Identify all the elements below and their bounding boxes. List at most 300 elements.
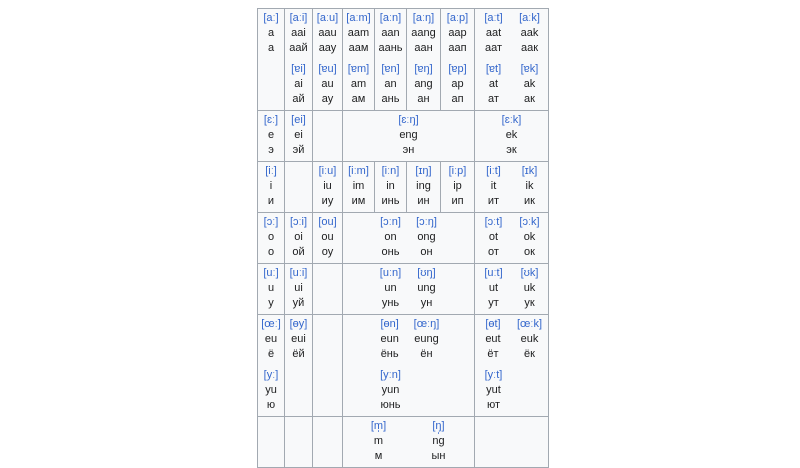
cyrillic-transcription: аак — [520, 42, 539, 54]
cyrillic-transcription: ёк — [524, 348, 535, 360]
final-band — [476, 113, 547, 158]
final-cell — [258, 111, 285, 162]
final-band — [286, 11, 311, 56]
romanization: im — [352, 180, 365, 192]
romanization: i — [269, 180, 273, 192]
ipa-link[interactable]: [ɔːt] — [484, 216, 503, 228]
final-group — [517, 317, 542, 362]
final-cell — [285, 315, 313, 417]
romanization: ei — [294, 129, 303, 141]
romanization: uk — [523, 282, 536, 294]
cyrillic-transcription: аан — [414, 42, 433, 54]
romanization: in — [386, 180, 395, 192]
table-row — [258, 213, 549, 264]
final-cell — [343, 162, 375, 213]
ipa-link[interactable]: [ɐi] — [291, 63, 306, 75]
romanization: o — [267, 231, 275, 243]
final-group — [287, 266, 311, 311]
cyrillic-transcription: ан — [417, 93, 430, 105]
final-band — [344, 113, 473, 158]
ipa-link[interactable]: [ʊŋ] — [417, 267, 436, 279]
final-group — [346, 11, 370, 56]
romanization: ong — [417, 231, 436, 243]
final-band — [476, 62, 547, 107]
romanization: ut — [488, 282, 499, 294]
ipa-link[interactable]: [ei] — [291, 114, 306, 126]
romanization: aang — [411, 27, 436, 39]
final-group — [518, 164, 542, 209]
final-band — [442, 11, 473, 56]
romanization: ui — [294, 282, 303, 294]
final-band — [344, 62, 373, 107]
cyrillic-transcription: ак — [524, 93, 535, 105]
ipa-link[interactable]: [aːt] — [484, 12, 503, 24]
romanization: ak — [523, 78, 536, 90]
cyrillic-transcription: ап — [451, 93, 464, 105]
final-cell — [313, 417, 343, 468]
table-row — [258, 264, 549, 315]
final-cell — [375, 162, 407, 213]
final-group — [287, 113, 311, 158]
romanization: aap — [448, 27, 467, 39]
final-group — [378, 11, 402, 56]
final-band — [286, 113, 311, 158]
ipa-link[interactable]: [aːi] — [289, 12, 308, 24]
cyrillic-transcription: ё — [267, 348, 275, 360]
final-band — [408, 164, 439, 209]
final-cell — [407, 9, 441, 111]
final-band — [259, 11, 283, 56]
romanization: a — [267, 27, 275, 39]
final-group — [446, 62, 470, 107]
final-group — [415, 215, 439, 260]
cyrillic-transcription: от — [488, 246, 499, 258]
cyrillic-transcription: аань — [378, 42, 403, 54]
cyrillic-transcription: аат — [484, 42, 503, 54]
final-band — [476, 164, 547, 209]
cyrillic-transcription: юнь — [380, 399, 401, 411]
final-band — [344, 419, 473, 464]
cyrillic-transcription: аап — [448, 42, 467, 54]
final-cell — [441, 162, 475, 213]
cyrillic-transcription: эк — [506, 144, 517, 156]
final-group — [414, 317, 440, 362]
romanization: an — [384, 78, 397, 90]
final-band — [476, 11, 547, 56]
table-row — [258, 162, 549, 213]
final-group — [397, 113, 421, 158]
cyrillic-transcription: ёй — [292, 348, 305, 360]
romanization: aai — [291, 27, 306, 39]
ipa-link[interactable]: [aːn] — [379, 12, 402, 24]
cyrillic-transcription: ун — [420, 297, 433, 309]
ipa-link[interactable]: [yːt] — [484, 369, 503, 381]
cyrillic-transcription: им — [351, 195, 366, 207]
final-band — [476, 317, 547, 362]
final-cell — [475, 315, 549, 417]
final-cell — [475, 417, 549, 468]
ipa-link[interactable]: [ɔː] — [263, 216, 279, 228]
ipa-link[interactable]: [ɐu] — [318, 63, 337, 75]
final-group — [287, 215, 311, 260]
cyrillic-transcription: он — [420, 246, 433, 258]
final-group — [347, 62, 371, 107]
table-row — [258, 111, 549, 162]
final-group — [412, 164, 436, 209]
final-band — [442, 164, 473, 209]
final-group — [482, 215, 506, 260]
romanization: ou — [321, 231, 334, 243]
final-group — [379, 164, 403, 209]
final-band — [286, 62, 311, 107]
final-cell — [313, 315, 343, 417]
final-group — [482, 164, 506, 209]
romanization: ing — [416, 180, 431, 192]
final-band — [314, 62, 341, 107]
final-band — [259, 317, 283, 362]
final-group — [446, 164, 470, 209]
romanization: aau — [318, 27, 337, 39]
cyrillic-transcription: ин — [417, 195, 430, 207]
ipa-link[interactable]: [aːp] — [446, 12, 469, 24]
romanization: at — [488, 78, 499, 90]
cyrillic-transcription: инь — [381, 195, 400, 207]
cyrillic-transcription: ёнь — [380, 348, 399, 360]
cyrillic-transcription: эй — [292, 144, 305, 156]
final-group — [259, 317, 283, 362]
final-cell — [313, 264, 343, 315]
spacer — [415, 368, 439, 369]
romanization: yu — [265, 384, 277, 396]
romanization: au — [321, 78, 334, 90]
finals-table-body — [258, 9, 549, 468]
final-cell — [285, 417, 313, 468]
ipa-link[interactable]: [œːŋ] — [413, 318, 440, 330]
romanization: eui — [291, 333, 306, 345]
ipa-link[interactable]: [uːi] — [289, 267, 308, 279]
cyrillic-transcription: иу — [321, 195, 334, 207]
romanization: am — [350, 78, 367, 90]
ipa-link[interactable]: [iː] — [265, 165, 277, 177]
ipa-link[interactable]: [ʊk] — [520, 267, 539, 279]
cyrillic-transcription: ю — [266, 399, 276, 411]
romanization: eu — [264, 333, 278, 345]
table-row — [258, 9, 549, 111]
final-group — [518, 215, 542, 260]
final-band — [476, 215, 547, 260]
ipa-link[interactable]: [ɪk] — [521, 165, 538, 177]
final-band — [344, 164, 373, 209]
cyrillic-transcription: и — [267, 195, 275, 207]
romanization: ai — [294, 78, 303, 90]
final-band — [286, 266, 311, 311]
final-group — [259, 11, 283, 56]
final-band — [476, 368, 547, 413]
final-group — [316, 62, 340, 107]
final-cell — [258, 315, 285, 417]
final-group — [482, 368, 506, 413]
final-group — [411, 11, 435, 56]
final-cell — [285, 9, 313, 111]
ipa-link[interactable]: [aːŋ] — [412, 12, 435, 24]
final-cell — [258, 264, 285, 315]
final-group — [379, 266, 403, 311]
cyrillic-transcription: ок — [524, 246, 535, 258]
ipa-link[interactable]: [aː] — [263, 12, 279, 24]
cyrillic-transcription: ат — [488, 93, 499, 105]
final-cell — [475, 264, 549, 315]
romanization: u — [267, 282, 275, 294]
ipa-link[interactable]: [ɐk] — [520, 63, 539, 75]
romanization: aak — [520, 27, 539, 39]
romanization: aam — [347, 27, 370, 39]
final-band — [259, 164, 283, 209]
final-band — [259, 368, 283, 413]
cyrillic-transcription: ань — [381, 93, 400, 105]
ipa-link[interactable]: [iːp] — [448, 165, 467, 177]
final-cell — [285, 213, 313, 264]
final-cell — [313, 162, 343, 213]
final-cell — [313, 213, 343, 264]
final-band — [259, 266, 283, 311]
final-group — [518, 11, 542, 56]
ipa-link[interactable]: [ɐŋ] — [414, 63, 433, 75]
ipa-link[interactable]: [ɔːŋ] — [416, 216, 437, 228]
romanization: ang — [414, 78, 433, 90]
cyrillic-transcription: ип — [451, 195, 464, 207]
romanization: ip — [453, 180, 462, 192]
final-group — [287, 62, 311, 107]
ipa-link[interactable]: [yː] — [263, 369, 279, 381]
ipa-link[interactable]: [uː] — [263, 267, 279, 279]
cyrillic-transcription: онь — [381, 246, 400, 258]
final-group — [287, 317, 311, 362]
romanization: eun — [380, 333, 399, 345]
final-band — [344, 11, 373, 56]
ipa-link[interactable]: [ɛːŋ] — [398, 114, 419, 126]
ipa-link[interactable]: [aːm] — [346, 12, 371, 24]
ipa-link[interactable]: [iːn] — [381, 165, 400, 177]
ipa-link[interactable]: [iːu] — [318, 165, 337, 177]
final-band — [344, 215, 473, 260]
romanization: aat — [485, 27, 502, 39]
final-group — [259, 266, 283, 311]
final-group — [316, 164, 340, 209]
ipa-link[interactable]: [aːu] — [316, 12, 339, 24]
cyrillic-transcription: ик — [524, 195, 535, 207]
final-group — [379, 215, 403, 260]
ipa-link[interactable]: [ɔːi] — [289, 216, 308, 228]
final-cell — [475, 111, 549, 162]
cyrillic-transcription: м — [374, 450, 383, 462]
final-cell — [343, 111, 475, 162]
romanization: ung — [417, 282, 436, 294]
cyrillic-transcription: ау — [321, 93, 334, 105]
final-band — [259, 113, 283, 158]
ipa-link[interactable]: [ɛːk] — [501, 114, 522, 126]
final-group — [316, 215, 340, 260]
romanization: e — [267, 129, 275, 141]
ipa-link[interactable]: [m̩] — [370, 420, 387, 432]
romanization: yun — [381, 384, 400, 396]
final-band — [376, 11, 405, 56]
final-band — [314, 11, 341, 56]
cyrillic-transcription: уй — [292, 297, 305, 309]
final-band — [408, 62, 439, 107]
final-group — [379, 62, 403, 107]
table-row — [258, 315, 549, 417]
ipa-link[interactable]: [ŋ̩] — [432, 420, 445, 432]
final-band — [286, 215, 311, 260]
final-group — [500, 113, 524, 158]
ipa-link[interactable]: [uːn] — [379, 267, 402, 279]
cyrillic-transcription: ук — [524, 297, 535, 309]
romanization: eng — [399, 129, 418, 141]
final-cell — [258, 9, 285, 111]
final-cell — [343, 9, 375, 111]
final-band — [314, 215, 341, 260]
final-group — [412, 62, 436, 107]
final-band — [442, 62, 473, 107]
ipa-link[interactable]: [ɐp] — [448, 63, 467, 75]
ipa-link[interactable]: [iːm] — [348, 165, 369, 177]
ipa-link[interactable]: [aːk] — [519, 12, 540, 24]
final-band — [344, 266, 473, 311]
ipa-link[interactable]: [œː] — [261, 318, 281, 330]
ipa-link[interactable]: [yːn] — [380, 369, 401, 381]
final-cell — [343, 315, 475, 417]
cyrillic-transcription: аам — [348, 42, 369, 54]
final-group — [347, 164, 371, 209]
ipa-link[interactable]: [ɐm] — [347, 63, 370, 75]
romanization: eut — [485, 333, 501, 345]
final-cell — [258, 213, 285, 264]
final-group — [415, 266, 439, 311]
final-cell — [343, 417, 475, 468]
final-band — [344, 368, 473, 413]
final-cell — [407, 162, 441, 213]
final-cell — [475, 162, 549, 213]
ipa-link[interactable]: [ɐt] — [485, 63, 502, 75]
final-band — [344, 317, 473, 362]
cyrillic-transcription: аай — [289, 42, 308, 54]
final-cell — [258, 417, 285, 468]
romanization: it — [490, 180, 497, 192]
ipa-link[interactable]: [uːt] — [484, 267, 503, 279]
final-band — [286, 317, 311, 362]
ipa-link[interactable]: [ɵn] — [380, 318, 399, 330]
cyrillic-transcription: ут — [488, 297, 499, 309]
romanization: ap — [451, 78, 464, 90]
romanization: eung — [414, 333, 439, 345]
romanization: iu — [323, 180, 332, 192]
cyrillic-transcription: о — [267, 246, 275, 258]
romanization: on — [384, 231, 397, 243]
final-group — [427, 419, 451, 464]
cyrillic-transcription: ын — [431, 450, 446, 462]
final-group — [446, 11, 470, 56]
romanization: euk — [520, 333, 539, 345]
ipa-link[interactable]: [ɪŋ] — [415, 165, 432, 177]
final-cell — [375, 9, 407, 111]
final-group — [379, 368, 403, 413]
final-group — [259, 113, 283, 158]
cyrillic-transcription: ют — [486, 399, 501, 411]
final-group — [367, 419, 391, 464]
final-group — [378, 317, 402, 362]
final-band — [408, 11, 439, 56]
final-group — [482, 266, 506, 311]
romanization: ik — [525, 180, 534, 192]
romanization: oi — [294, 231, 303, 243]
final-cell — [441, 9, 475, 111]
cyrillic-transcription: аау — [318, 42, 337, 54]
final-cell — [285, 162, 313, 213]
ipa-link[interactable]: [ɐn] — [381, 63, 400, 75]
cyrillic-transcription: у — [268, 297, 274, 309]
cyrillic-transcription: а — [267, 42, 275, 54]
final-band — [314, 164, 341, 209]
final-group — [481, 317, 505, 362]
ipa-link[interactable]: [ou] — [318, 216, 337, 228]
final-cell — [313, 9, 343, 111]
final-cell — [343, 213, 475, 264]
ipa-link[interactable]: [ɵt] — [485, 318, 501, 330]
cyrillic-transcription: унь — [381, 297, 400, 309]
cyrillic-transcription: эн — [402, 144, 415, 156]
cyrillic-transcription: ой — [292, 246, 305, 258]
romanization: yut — [486, 384, 501, 396]
cyrillic-transcription: ит — [487, 195, 500, 207]
cyrillic-transcription: ёт — [487, 348, 499, 360]
final-cell — [475, 213, 549, 264]
final-group — [287, 11, 311, 56]
final-group — [259, 368, 283, 413]
romanization: ng — [432, 435, 445, 447]
ipa-link[interactable]: [ɔːn] — [380, 216, 401, 228]
ipa-link[interactable]: [ɔːk] — [519, 216, 540, 228]
cyrillic-transcription: ам — [351, 93, 366, 105]
final-group — [259, 164, 283, 209]
final-band — [259, 215, 283, 260]
final-group — [482, 11, 506, 56]
romanization: ok — [523, 231, 536, 243]
romanization: aan — [381, 27, 400, 39]
cyrillic-transcription: ай — [292, 93, 305, 105]
romanization: ek — [505, 129, 518, 141]
final-group — [518, 266, 542, 311]
final-band — [376, 164, 405, 209]
final-cell — [313, 111, 343, 162]
romanization: ot — [488, 231, 499, 243]
ipa-link[interactable]: [ɵy] — [289, 318, 308, 330]
spacer — [518, 368, 542, 369]
final-band — [476, 266, 547, 311]
romanization: m — [373, 435, 384, 447]
ipa-link[interactable]: [iːt] — [486, 165, 501, 177]
ipa-link[interactable]: [œːk] — [516, 318, 543, 330]
finals-table — [257, 8, 549, 468]
final-band — [376, 62, 405, 107]
cyrillic-transcription: ён — [420, 348, 433, 360]
final-group — [518, 62, 542, 107]
final-cell — [285, 264, 313, 315]
final-group — [482, 62, 506, 107]
final-cell — [475, 9, 549, 111]
cyrillic-transcription: э — [268, 144, 274, 156]
ipa-link[interactable]: [ɛː] — [263, 114, 279, 126]
final-group — [316, 11, 340, 56]
